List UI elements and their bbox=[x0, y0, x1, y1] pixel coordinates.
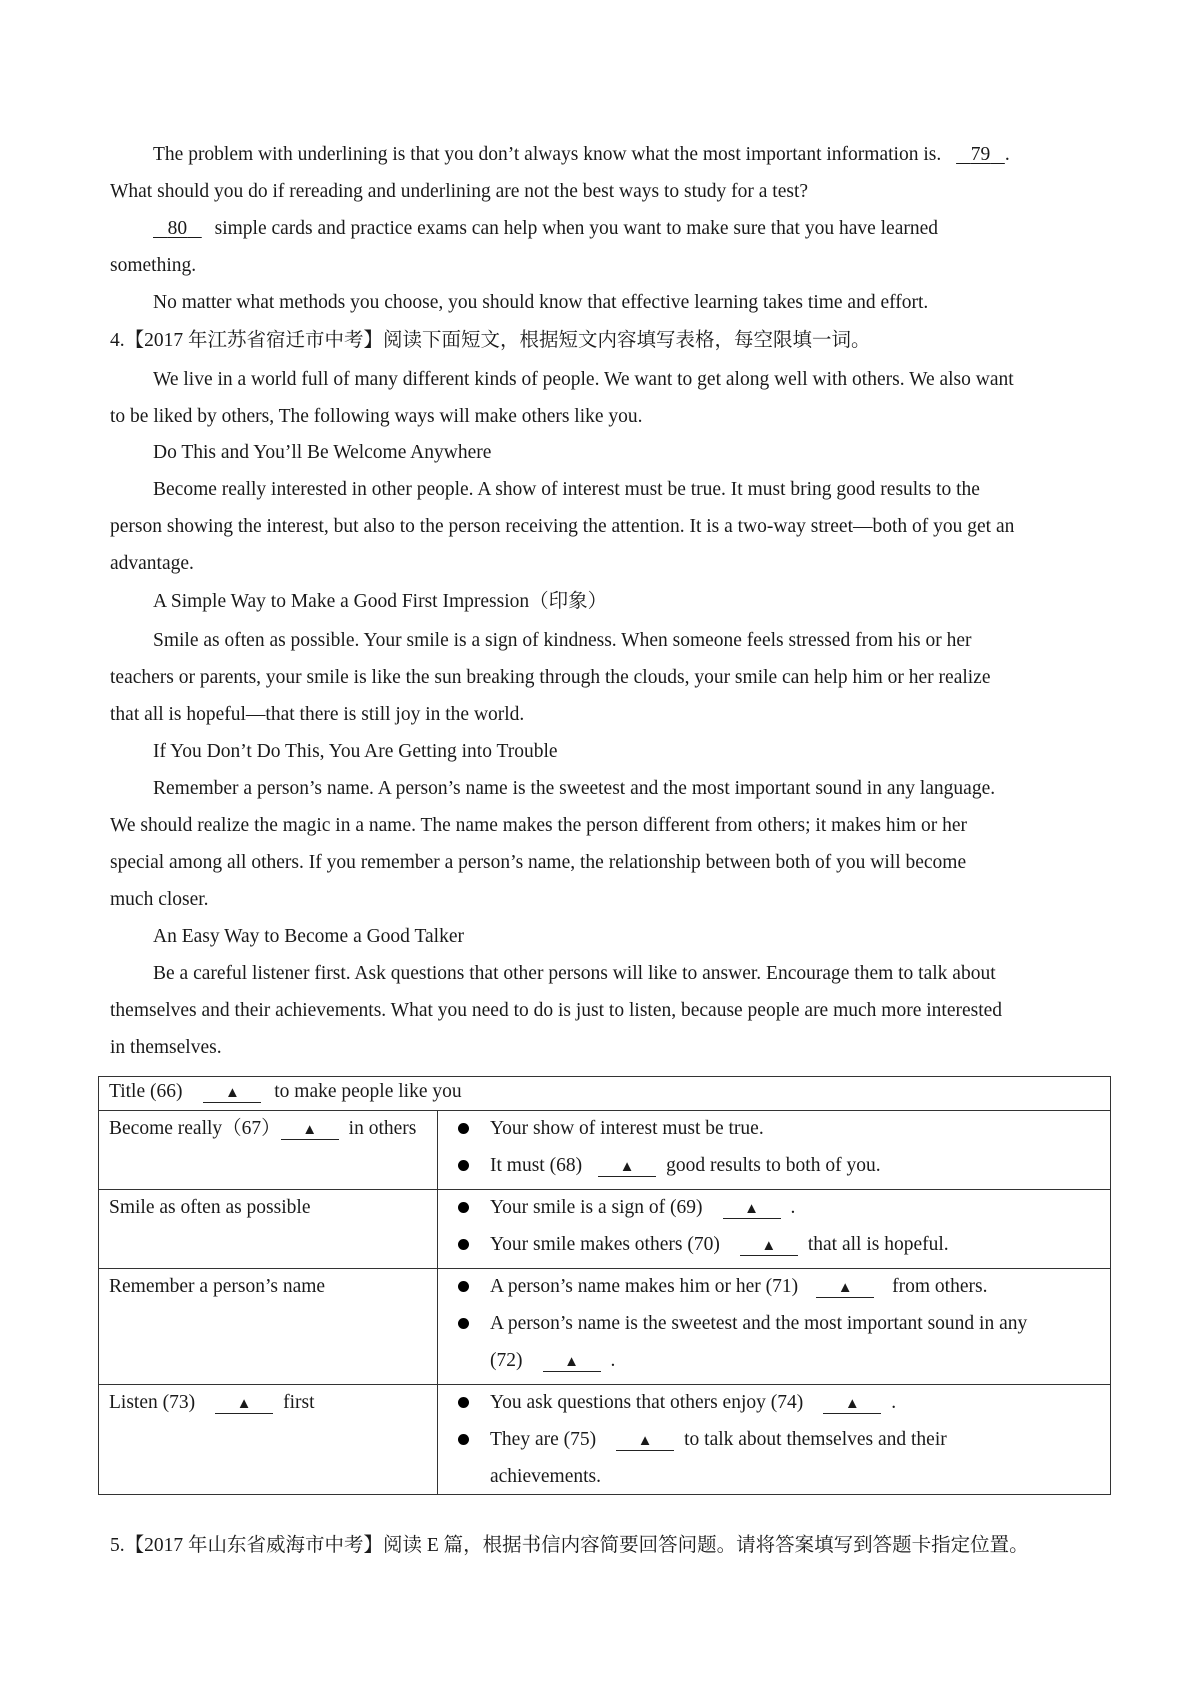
section-heading: A Simple Way to Make a Good First Impression（印象） bbox=[153, 591, 608, 612]
list-item: Your smile makes others (70) ▲ that all is hopeful. bbox=[448, 1231, 1100, 1268]
paragraph-line: What should you do if rereading and underlining are not the best ways to study for a test? bbox=[110, 181, 809, 202]
table-cell bbox=[438, 1269, 1111, 1385]
answer-blank-73: ▲ bbox=[215, 1394, 273, 1414]
paragraph-line: Remember a person’s name. A person’s name is the sweetest and the most important sound in any language. bbox=[153, 778, 996, 799]
list-item: Your smile is a sign of (69) ▲ . bbox=[448, 1194, 1100, 1231]
answer-blank-74: ▲ bbox=[823, 1394, 881, 1414]
paragraph-line: special among all others. If you remember a person’s name, the relationship between both of you will become bbox=[110, 852, 967, 873]
answer-blank-79: 79 bbox=[970, 144, 991, 165]
paragraph-line: in themselves. bbox=[110, 1037, 222, 1058]
paragraph-line bbox=[153, 143, 1010, 167]
paragraph-line bbox=[153, 217, 938, 241]
table-cell: Listen (73) ▲ first bbox=[99, 1385, 438, 1495]
list-item: A person’s name is the sweetest and the most important sound in any bbox=[448, 1310, 1100, 1347]
text: The problem with underlining is that you don’t always know what the most important information is. bbox=[153, 144, 942, 165]
paragraph-line: Become really interested in other people. A show of interest must be true. It must bring good results to the bbox=[153, 479, 980, 500]
paragraph-line: No matter what methods you choose, you should know that effective learning takes time and effort. bbox=[153, 292, 929, 313]
paragraph-line: that all is hopeful—that there is still joy in the world. bbox=[110, 704, 525, 725]
section-heading: If You Don’t Do This, You Are Getting into Trouble bbox=[153, 741, 558, 762]
bullet-icon bbox=[458, 1160, 469, 1171]
answer-blank-75: ▲ bbox=[616, 1431, 674, 1451]
table-cell bbox=[438, 1190, 1111, 1269]
text: . bbox=[1004, 144, 1010, 165]
paragraph-line: to be liked by others, The following ways will make others like you. bbox=[110, 406, 643, 427]
table-cell: Smile as often as possible bbox=[99, 1190, 438, 1269]
paragraph-line: teachers or parents, your smile is like the sun breaking through the clouds, your smile can help him or her realize bbox=[110, 667, 991, 688]
section-heading: Do This and You’ll Be Welcome Anywhere bbox=[153, 442, 492, 463]
paragraph-line: Smile as often as possible. Your smile is a sign of kindness. When someone feels stressed from his or her bbox=[153, 630, 972, 651]
paragraph-line: advantage. bbox=[110, 553, 194, 574]
bullet-icon bbox=[458, 1397, 469, 1408]
answer-blank-66: ▲ bbox=[203, 1083, 261, 1103]
table-cell: Title (66) ▲ to make people like you bbox=[99, 1077, 1111, 1111]
list-item: Your show of interest must be true. bbox=[448, 1115, 1100, 1152]
table-cell bbox=[438, 1111, 1111, 1190]
paragraph-line: person showing the interest, but also to the person receiving the attention. It is a two-way street—both of you get an bbox=[110, 516, 1015, 537]
bullet-icon bbox=[458, 1239, 469, 1250]
table-cell: Remember a person’s name bbox=[99, 1269, 438, 1385]
paragraph-line: We should realize the magic in a name. The name makes the person different from others; it makes him or her bbox=[110, 815, 968, 836]
bullet-icon bbox=[458, 1434, 469, 1445]
list-item: It must (68) ▲ good results to both of you. bbox=[448, 1152, 1100, 1189]
text: simple cards and practice exams can help when you want to make sure that you have learned bbox=[214, 218, 939, 239]
question-4-header: 4.【2017 年江苏省宿迁市中考】阅读下面短文，根据短文内容填写表格，每空限填一词。 bbox=[110, 330, 871, 351]
list-item-continuation: achievements. bbox=[490, 1466, 601, 1487]
table-row bbox=[99, 1111, 1111, 1190]
answer-blank-70: ▲ bbox=[740, 1236, 798, 1256]
table-row bbox=[99, 1269, 1111, 1385]
paragraph-line: something. bbox=[110, 255, 197, 276]
bullet-icon bbox=[458, 1123, 469, 1134]
list-item-continuation: (72) ▲ . bbox=[490, 1350, 616, 1371]
answer-blank-72: ▲ bbox=[543, 1352, 601, 1372]
table-row bbox=[99, 1077, 1111, 1111]
table-cell: Become really（67） ▲ in others bbox=[99, 1111, 438, 1190]
paragraph-line: Be a careful listener first. Ask questions that other persons will like to answer. Encourage them to talk about bbox=[153, 963, 996, 984]
paragraph-line: much closer. bbox=[110, 889, 209, 910]
section-heading: An Easy Way to Become a Good Talker bbox=[153, 926, 464, 947]
table-row bbox=[99, 1385, 1111, 1495]
bullet-icon bbox=[458, 1202, 469, 1213]
list-item: A person’s name makes him or her (71) ▲ from others. bbox=[448, 1273, 1100, 1310]
bullet-icon bbox=[458, 1318, 469, 1329]
answer-blank-69: ▲ bbox=[723, 1199, 781, 1219]
question-5-header: 5.【2017 年山东省威海市中考】阅读 E 篇，根据书信内容简要回答问题。请将答案填写到答题卡指定位置。 bbox=[110, 1535, 1029, 1556]
list-item: They are (75) ▲ to talk about themselves and their bbox=[448, 1426, 1100, 1463]
paragraph-line: themselves and their achievements. What you need to do is just to listen, because people are much more interested bbox=[110, 1000, 1003, 1021]
answer-blank-68: ▲ bbox=[598, 1157, 656, 1177]
answer-blank-80: 80 bbox=[167, 218, 188, 239]
table-row bbox=[99, 1190, 1111, 1269]
answer-blank-71: ▲ bbox=[816, 1278, 874, 1298]
answer-blank-67: ▲ bbox=[281, 1120, 339, 1140]
list-item: You ask questions that others enjoy (74) ▲ . bbox=[448, 1389, 1100, 1426]
table-cell bbox=[438, 1385, 1111, 1495]
paragraph-line: We live in a world full of many different kinds of people. We want to get along well with others. We also want bbox=[153, 369, 1014, 390]
answer-table bbox=[98, 1076, 1111, 1495]
bullet-icon bbox=[458, 1281, 469, 1292]
